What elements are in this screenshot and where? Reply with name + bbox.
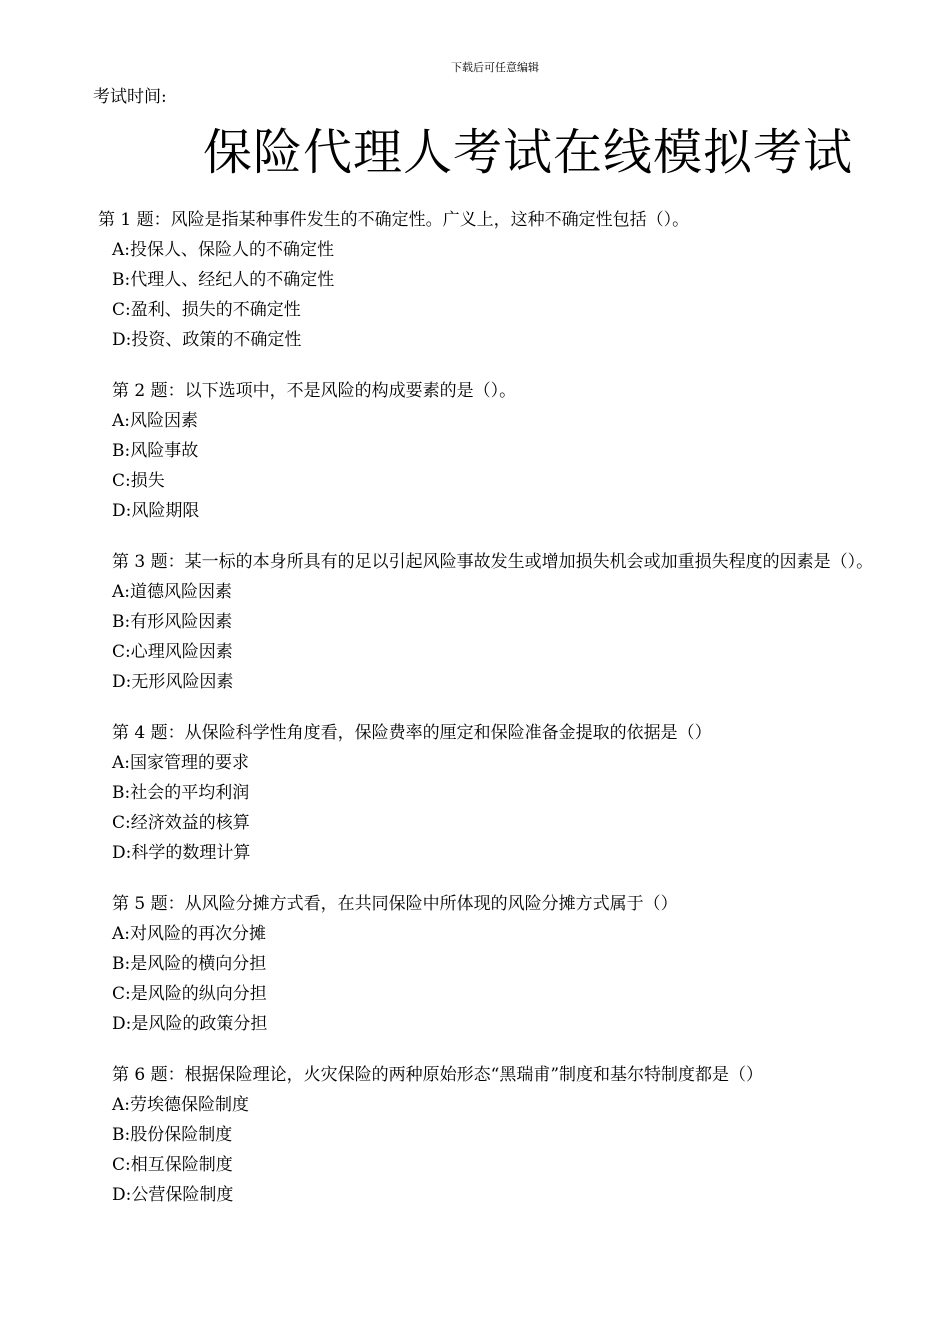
- option-d: D:科学的数理计算: [112, 843, 251, 863]
- option-d: D:公营保险制度: [112, 1185, 234, 1205]
- option-a: A:风险因素: [112, 411, 199, 431]
- option-b: B:代理人、经纪人的不确定性: [112, 270, 335, 290]
- question-text: 第 1 题：风险是指某种事件发生的不确定性。广义上，这种不确定性包括（）。: [98, 210, 690, 230]
- page-title: 保险代理人考试在线模拟考试: [203, 124, 854, 181]
- question-4: [56, 718, 906, 868]
- option-a: A:劳埃德保险制度: [112, 1095, 250, 1115]
- option-c: C:相互保险制度: [112, 1155, 233, 1175]
- question-2: [56, 376, 906, 526]
- option-b: B:风险事故: [112, 441, 199, 461]
- option-c: C:经济效益的核算: [112, 813, 250, 833]
- question-text: 第 3 题：某一标的本身所具有的足以引起风险事故发生或增加损失机会或加重损失程度的因素是（）。: [112, 552, 874, 572]
- question-6: [56, 1060, 906, 1210]
- header-note: 下载后可任意编辑: [451, 61, 539, 74]
- question-5: [56, 889, 906, 1039]
- option-c: C:心理风险因素: [112, 642, 233, 662]
- option-a: A:投保人、保险人的不确定性: [112, 240, 335, 260]
- question-text: 第 2 题：以下选项中，不是风险的构成要素的是（）。: [112, 381, 517, 401]
- question-3: [56, 547, 906, 697]
- exam-time-label: 考试时间:: [93, 87, 167, 107]
- option-d: D:投资、政策的不确定性: [112, 330, 302, 350]
- option-a: A:对风险的再次分摊: [112, 924, 267, 944]
- option-d: D:无形风险因素: [112, 672, 234, 692]
- option-c: C:盈利、损失的不确定性: [112, 300, 301, 320]
- question-text: 第 5 题：从风险分摊方式看，在共同保险中所体现的风险分摊方式属于（）: [112, 894, 678, 914]
- question-text: 第 4 题：从保险科学性角度看，保险费率的厘定和保险准备金提取的依据是（）: [112, 723, 712, 743]
- option-d: D:风险期限: [112, 501, 200, 521]
- option-a: A:道德风险因素: [112, 582, 233, 602]
- option-b: B:社会的平均利润: [112, 783, 250, 803]
- question-list: [56, 205, 906, 1231]
- option-c: C:损失: [112, 471, 165, 491]
- question-1: [56, 205, 906, 355]
- option-d: D:是风险的政策分担: [112, 1014, 268, 1034]
- option-b: B:股份保险制度: [112, 1125, 233, 1145]
- question-text: 第 6 题：根据保险理论，火灾保险的两种原始形态“黑瑞甫”制度和基尔特制度都是（）: [112, 1065, 764, 1085]
- option-b: B:是风险的横向分担: [112, 954, 267, 974]
- option-a: A:国家管理的要求: [112, 753, 250, 773]
- option-c: C:是风险的纵向分担: [112, 984, 267, 1004]
- option-b: B:有形风险因素: [112, 612, 233, 632]
